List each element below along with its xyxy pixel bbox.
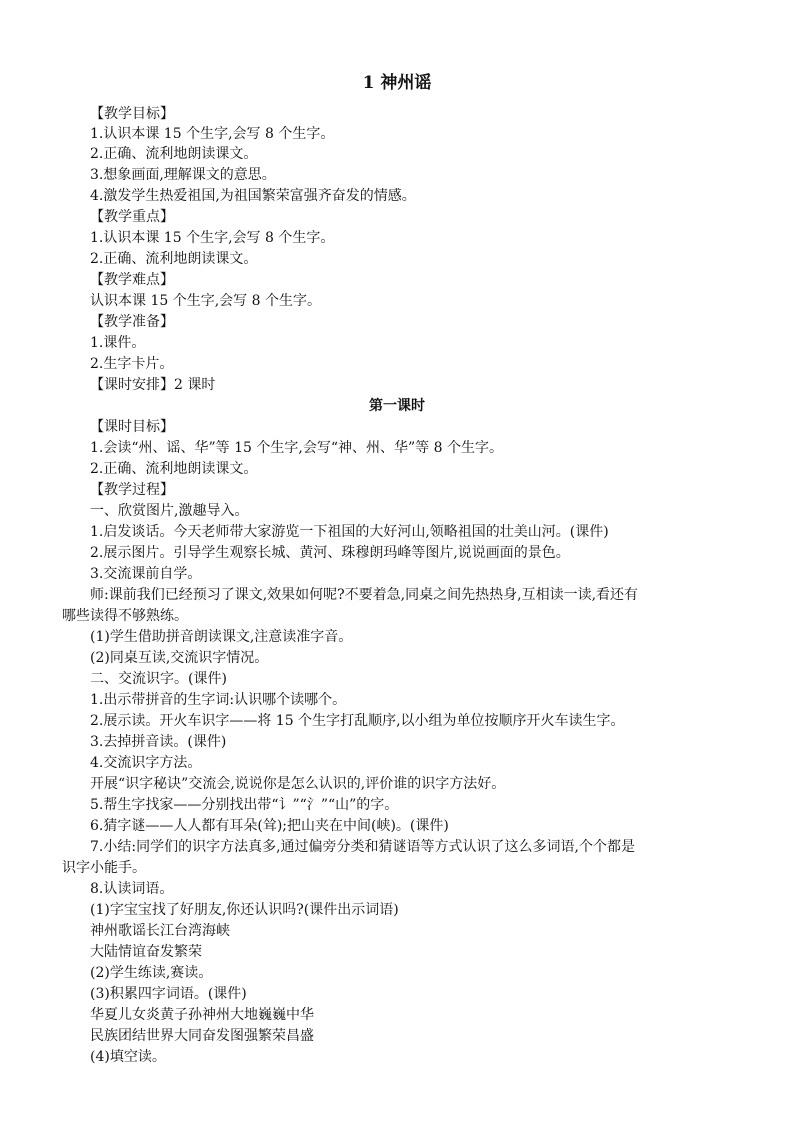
lesson-subtitle: 第一课时 bbox=[369, 398, 425, 414]
text-line: (2)学生练读,赛读。 bbox=[90, 965, 213, 981]
text-line: 识字小能手。 bbox=[62, 860, 146, 876]
text-line: 5.帮生字找家——分别找出带“讠”“氵”“山”的字。 bbox=[90, 797, 399, 813]
section-heading-key-points: 【教学重点】 bbox=[90, 209, 174, 225]
text-line: (1)字宝宝找了好朋友,你还认识吗?(课件出示词语) bbox=[90, 902, 399, 918]
text-line: 2.正确、流利地朗读课文。 bbox=[90, 251, 258, 267]
text-line: 二、交流识字。(课件) bbox=[90, 671, 227, 687]
text-line: 4.激发学生热爱祖国,为祖国繁荣富强齐奋发的情感。 bbox=[90, 188, 416, 204]
section-heading-teaching-goals: 【教学目标】 bbox=[90, 106, 174, 122]
text-line: 2.展示图片。引导学生观察长城、黄河、珠穆朗玛峰等图片,说说画面的景色。 bbox=[90, 545, 570, 561]
text-line: 哪些读得不够熟练。 bbox=[62, 608, 188, 624]
text-line: 3.交流课前自学。 bbox=[90, 566, 202, 582]
text-line: 2.正确、流利地朗读课文。 bbox=[90, 146, 258, 162]
section-heading-process: 【教学过程】 bbox=[90, 482, 174, 498]
text-line: 认识本课 15 个生字,会写 8 个生字。 bbox=[90, 293, 321, 309]
word-list-line: 神州歌谣长江台湾海峡 bbox=[90, 923, 230, 939]
section-heading-difficulties: 【教学难点】 bbox=[90, 272, 174, 288]
section-heading-lesson-goals: 【课时目标】 bbox=[90, 419, 174, 435]
text-line: 6.猜字谜——人人都有耳朵(耸);把山夹在中间(峡)。(课件) bbox=[90, 818, 449, 834]
text-line: 一、欣赏图片,激趣导入。 bbox=[90, 503, 249, 519]
word-list-line: 大陆情谊奋发繁荣 bbox=[90, 944, 202, 960]
text-line: (1)学生借助拼音朗读课文,注意读准字音。 bbox=[90, 629, 353, 645]
text-line: 1.出示带拼音的生字词:认识哪个读哪个。 bbox=[90, 692, 347, 708]
text-line: 7.小结:同学们的识字方法真多,通过偏旁分类和猜谜语等方式认识了这么多词语,个个都是 bbox=[90, 839, 635, 855]
text-line: 2.正确、流利地朗读课文。 bbox=[90, 461, 258, 477]
text-line: 1.启发谈话。今天老师带大家游览一下祖国的大好河山,领略祖国的壮美山河。(课件) bbox=[90, 524, 609, 540]
text-line: 2.生字卡片。 bbox=[90, 356, 174, 372]
text-line: 1.认识本课 15 个生字,会写 8 个生字。 bbox=[90, 126, 335, 142]
text-line: 8.认读词语。 bbox=[90, 881, 174, 897]
section-heading-schedule: 【课时安排】2 课时 bbox=[90, 377, 216, 393]
text-line: 1.认识本课 15 个生字,会写 8 个生字。 bbox=[90, 230, 335, 246]
text-line: 师:课前我们已经预习了课文,效果如何呢?不要着急,同桌之间先热热身,互相读一读,看还有 bbox=[90, 587, 639, 603]
text-line: 1.课件。 bbox=[90, 335, 146, 351]
text-line: (3)积累四字词语。(课件) bbox=[90, 986, 247, 1002]
section-heading-preparation: 【教学准备】 bbox=[90, 314, 174, 330]
text-line: 2.展示读。开火车识字——将 15 个生字打乱顺序,以小组为单位按顺序开火车读生字。 bbox=[90, 713, 625, 729]
text-line: 开展“识字秘诀”交流会,说说你是怎么认识的,评价谁的识字方法好。 bbox=[90, 776, 506, 792]
text-line: (2)同桌互读,交流识字情况。 bbox=[90, 650, 269, 666]
text-line: 4.交流识字方法。 bbox=[90, 755, 202, 771]
word-list-line: 华夏儿女炎黄子孙神州大地巍巍中华 bbox=[90, 1007, 314, 1023]
page-title: 1 神州谣 bbox=[362, 73, 432, 93]
text-line: 1.会读“州、谣、华”等 15 个生字,会写“神、州、华”等 8 个生字。 bbox=[90, 440, 503, 456]
word-list-line: 民族团结世界大同奋发图强繁荣昌盛 bbox=[90, 1028, 314, 1044]
text-line: (4)填空读。 bbox=[90, 1049, 166, 1065]
text-line: 3.想象画面,理解课文的意思。 bbox=[90, 167, 276, 183]
text-line: 3.去掉拼音读。(课件) bbox=[90, 734, 227, 750]
